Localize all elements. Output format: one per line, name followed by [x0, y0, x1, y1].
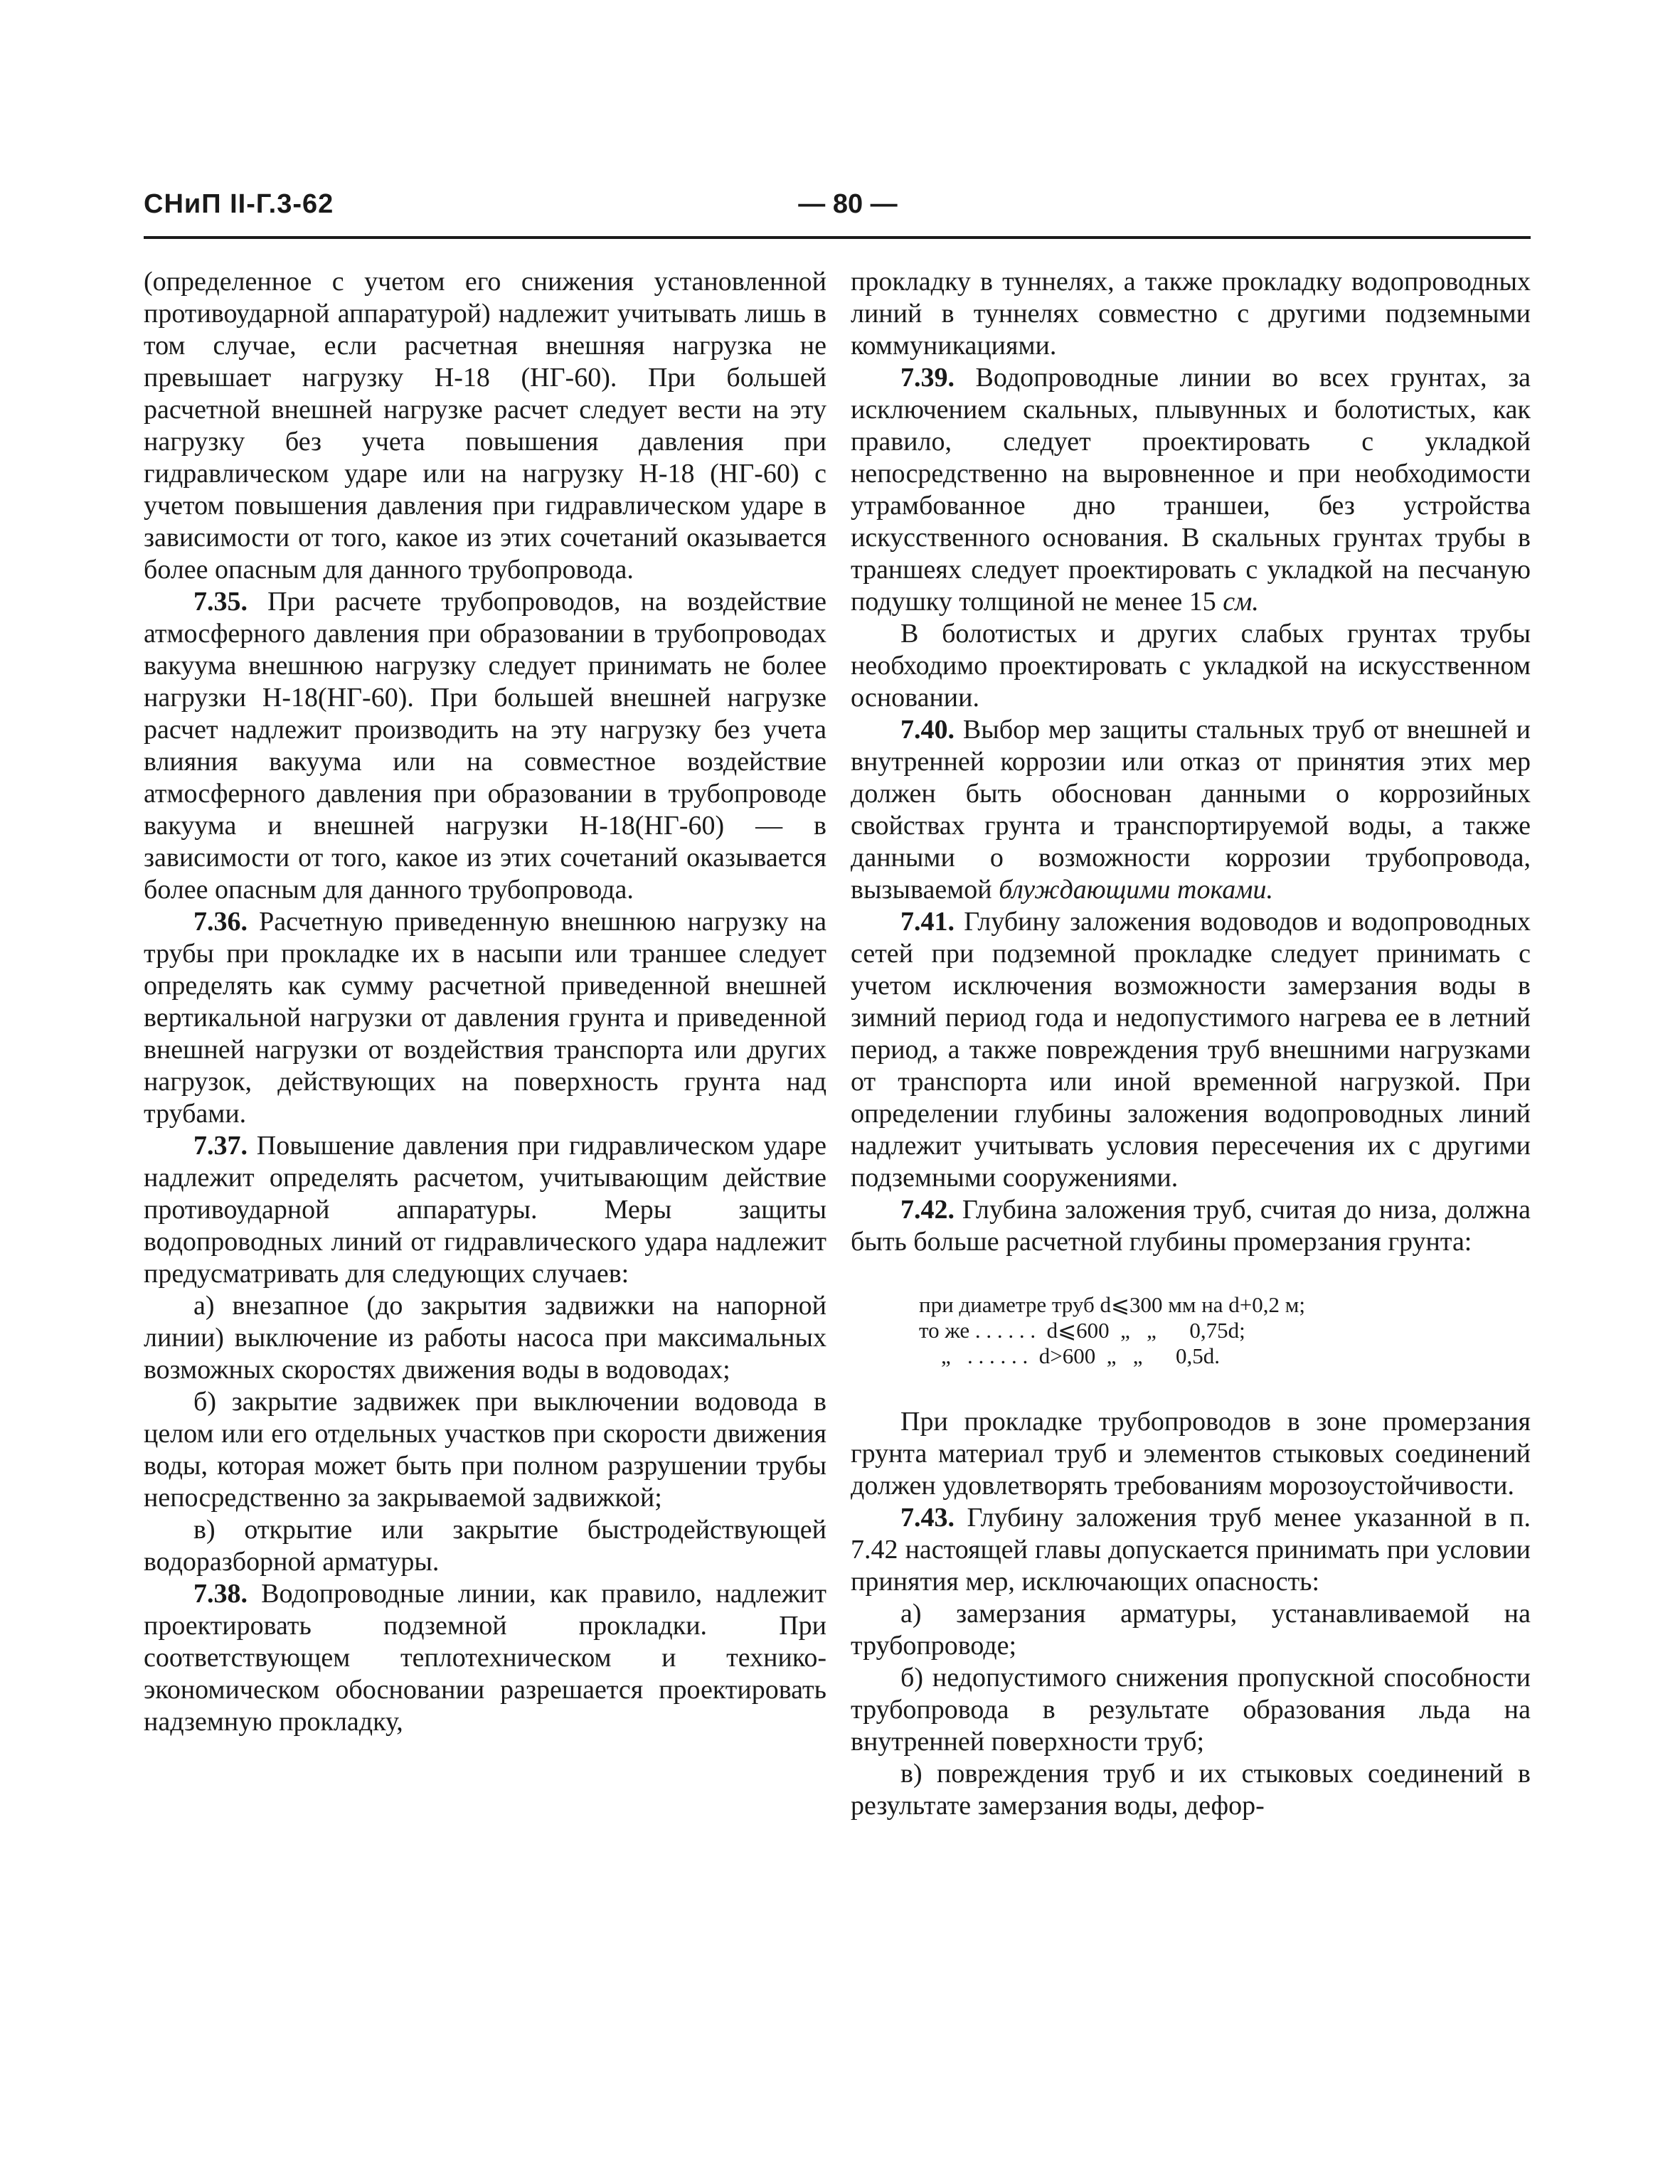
- list-item: б) недопустимого снижения пропускной способности трубопровода в результате образования льда на внутренней поверхности труб;: [851, 1663, 1531, 1757]
- list-item: б) закрытие задвижек при выключении водовода в целом или его отдельных участков при скорости движения воды, которая может быть при полном разрушении трубы непосредственно за закрываемой задвижкой;: [144, 1387, 826, 1513]
- formula-row: при диаметре труб d⩽300 мм на d+0,2 м;: [919, 1292, 1306, 1317]
- running-title: СНиП II-Г.3-62: [144, 189, 334, 219]
- section-7-35: [144, 586, 826, 906]
- list-item: а) замерзания арматуры, устанавливаемой на трубопроводе;: [851, 1599, 1531, 1661]
- section-number: 7.37.: [193, 1131, 248, 1161]
- page-header: [144, 189, 1531, 232]
- section-number: 7.35.: [193, 587, 248, 617]
- section-number: 7.38.: [193, 1579, 248, 1609]
- header-rule: [144, 236, 1531, 239]
- section-text: При расчете трубопроводов, на воздействие атмосферного давления при образовании в трубопроводах вакуума внешнюю нагрузку следует принимать не более нагрузки Н-18(НГ-60). При большей внешней нагрузке расчет надлежит производить на эту нагрузку без учета влияния вакуума или на совместное воздействие атмосферного давления при образовании в трубопроводе вакуума и внешней нагрузки Н-18(НГ-60) — в зависимости от того, какое из этих сочетаний оказывается более опасным для данного трубопровода.: [144, 587, 826, 905]
- section-text: Глубину заложения труб менее указанной в п. 7.42 настоящей главы допускается принимать при условии принятия мер, исключающих опасность:: [851, 1503, 1531, 1597]
- section-number: 7.41.: [900, 907, 955, 937]
- depth-formula-table: [919, 1292, 1531, 1369]
- list-item: а) внезапное (до закрытия задвижки на напорной линии) выключение из работы насоса при максимальных возможных скоростях движения воды в водоводах;: [144, 1291, 826, 1385]
- section-text: Водопроводные линии, как правило, надлежит проектировать подземной прокладки. При соответствующем теплотехническом и технико-экономическом обосновании разрешается проектировать надземную прокладку,: [144, 1579, 826, 1737]
- section-7-41: [851, 906, 1531, 1194]
- section-text: Расчетную приведенную внешнюю нагрузку на трубы при прокладке их в насыпи или траншее следует определять как сумму расчетной приведенной внешней вертикальной нагрузки от давления грунта и приведенной внешней нагрузки от воздействия транспорта или других нагрузок, действующих на поверхность грунта над трубами.: [144, 907, 826, 1129]
- paragraph-continuation: прокладку в туннелях, а также прокладку водопроводных линий в туннелях совместно с другими подземными коммуникациями.: [851, 267, 1531, 361]
- section-7-36: [144, 906, 826, 1130]
- right-column: [851, 266, 1531, 1822]
- page-number: — 80 —: [798, 189, 898, 219]
- italic-text: блуждающими токами.: [999, 875, 1274, 905]
- section-number: 7.43.: [900, 1503, 955, 1533]
- section-7-40: [851, 714, 1531, 906]
- paragraph: В болотистых и других слабых грунтах трубы необходимо проектировать с укладкой на искусственном основании.: [851, 619, 1531, 713]
- section-7-43: [851, 1502, 1531, 1598]
- formula-row: „ . . . . . . d>600 „ „ 0,5d.: [919, 1343, 1221, 1368]
- left-column: [144, 266, 826, 1738]
- section-number: 7.42.: [900, 1195, 955, 1225]
- paragraph-continuation: (определенное с учетом его снижения установленной противоударной аппаратурой) надлежит учитывать лишь в том случае, если расчетная внешняя нагрузка не превышает нагрузку Н-18 (НГ-60). При большей расчетной внешней нагрузке расчет следует вести на эту нагрузку без учета повышения давления при гидравлическом ударе или на нагрузку Н-18 (НГ-60) с учетом повышения давления при гидравлическом ударе в зависимости от того, какое из этих сочетаний оказывается более опасным для данного трубопровода.: [144, 267, 826, 585]
- section-number: 7.39.: [900, 363, 955, 393]
- unit-text: см.: [1223, 587, 1259, 617]
- section-text: Глубина заложения труб, считая до низа, должна быть больше расчетной глубины промерзания грунта:: [851, 1195, 1531, 1257]
- section-text: Водопроводные линии во всех грунтах, за исключением скальных, плывунных и болотистых, как правило, следует проектировать с укладкой непосредственно на выровненное и при необходимости утрамбованное дно траншеи, без устройства искусственного основания. В скальных грунтах трубы в траншеях следует проектировать с укладкой на песчаную подушку толщиной не менее 15: [851, 363, 1531, 617]
- section-number: 7.40.: [900, 715, 955, 745]
- section-7-37: [144, 1130, 826, 1290]
- list-item: в) повреждения труб и их стыковых соединений в результате замерзания воды, дефор-: [851, 1759, 1531, 1821]
- section-7-38: [144, 1578, 826, 1738]
- section-7-42: [851, 1194, 1531, 1258]
- formula-row: то же . . . . . . d⩽600 „ „ 0,75d;: [919, 1318, 1245, 1343]
- section-number: 7.36.: [193, 907, 248, 937]
- list-item: в) открытие или закрытие быстродействующей водоразборной арматуры.: [144, 1515, 826, 1577]
- section-text: Повышение давления при гидравлическом ударе надлежит определять расчетом, учитывающим действие противоударной аппаратуры. Меры защиты водопроводных линий от гидравлического удара надлежит предусматривать для следующих случаев:: [144, 1131, 826, 1289]
- section-text: Выбор мер защиты стальных труб от внешней и внутренней коррозии или отказ от принятия этих мер должен быть обоснован данными о коррозийных свойствах грунта и транспортируемой воды, а также данными о возможности коррозии трубопровода, вызываемой: [851, 715, 1531, 905]
- section-7-39: [851, 362, 1531, 618]
- section-text: Глубину заложения водоводов и водопроводных сетей при подземной прокладке следует принимать с учетом исключения возможности замерзания воды в зимний период года и недопустимого нагрева ее в летний период, а также повреждения труб внешними нагрузками от транспорта или иной временной нагрузкой. При определении глубины заложения водопроводных линий надлежит учитывать условия пересечения их с другими подземными сооружениями.: [851, 907, 1531, 1193]
- paragraph: При прокладке трубопроводов в зоне промерзания грунта материал труб и элементов стыковых соединений должен удовлетворять требованиям морозоустойчивости.: [851, 1407, 1531, 1501]
